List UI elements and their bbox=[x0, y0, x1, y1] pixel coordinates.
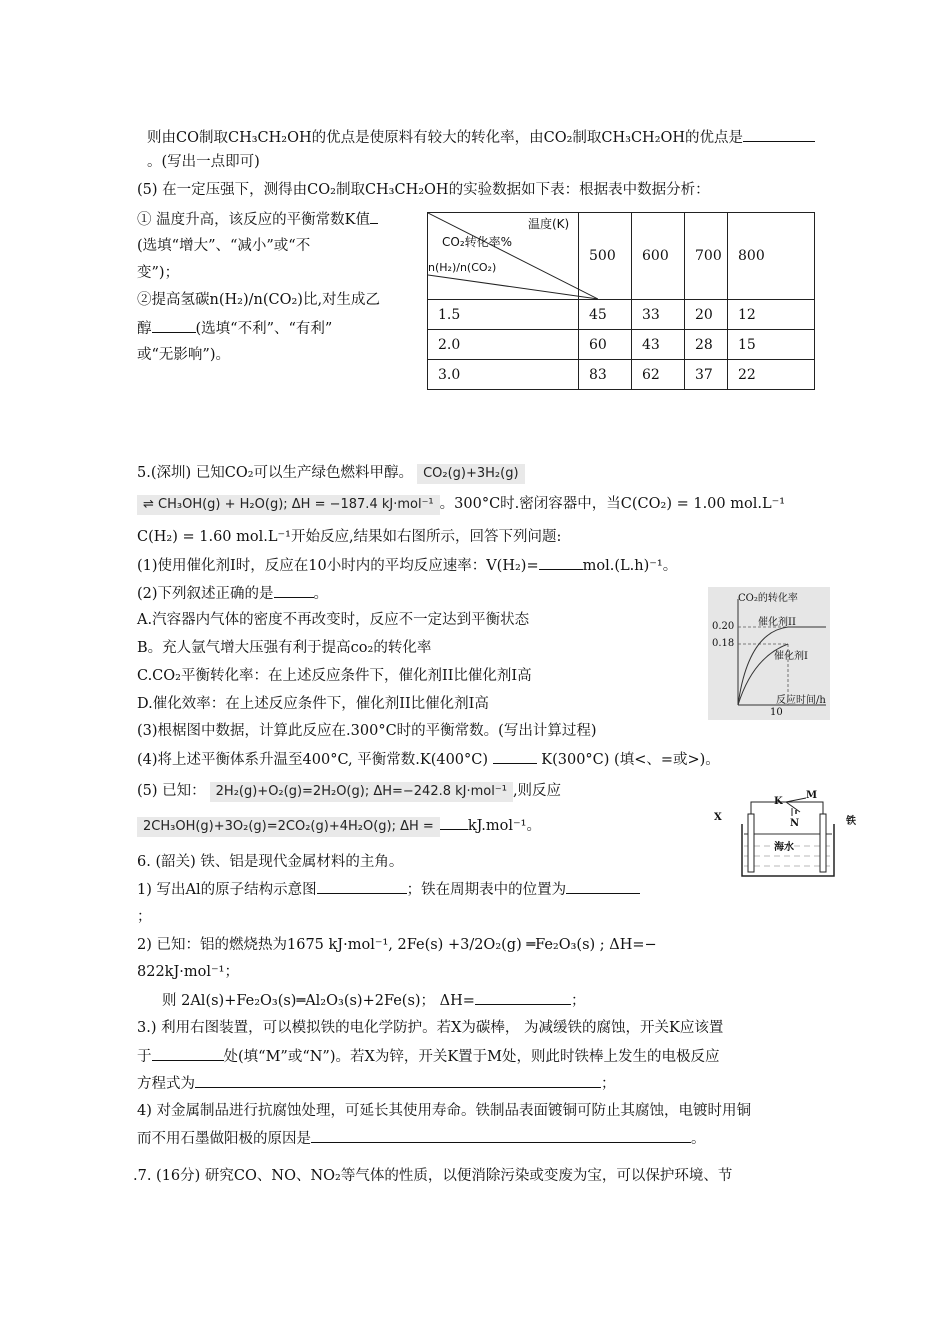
value-cell: 45 bbox=[579, 300, 632, 330]
q5-line-g: (4)将上述平衡体系升温至400°C, 平衡常数.K(400°C) K(300°C) (填<、=或>)。 bbox=[137, 749, 720, 770]
graph-cat1: 催化剂I bbox=[774, 651, 808, 662]
graph-y2: 0.18 bbox=[712, 638, 735, 649]
q5-option-a: A.汽容器内气体的密度不再改变时，反应不一定达到平衡状态 bbox=[137, 612, 530, 628]
line-4c: 变”)； bbox=[137, 265, 180, 281]
graph-xlabel: 反应时间/h bbox=[776, 695, 826, 706]
graph-x1: 10 bbox=[770, 707, 783, 718]
q6-line-c: 则 2Al(s)+Fe₂O₃(s)═Al₂O₃(s)+2Fe(s)； ΔH= ； bbox=[162, 990, 585, 1011]
label-x: X bbox=[714, 812, 722, 823]
q5-option-d: D.催化效率：在上述反应条件下，催化剂II比催化剂I高 bbox=[137, 696, 489, 712]
temp-cell: 700 bbox=[685, 213, 728, 300]
line-4g: 或“无影响”)。 bbox=[137, 347, 230, 363]
value-cell: 43 bbox=[632, 330, 685, 360]
equation-image: 2CH₃OH(g)+3O₂(g)=2CO₂(g)+4H₂O(g); ΔH = bbox=[137, 817, 440, 837]
ratio-cell: 2.0 bbox=[428, 330, 579, 360]
q5-line-e: (2)下列叙述正确的是 。 bbox=[137, 583, 328, 604]
label-k: K bbox=[774, 796, 783, 807]
q6-line-a3: ； bbox=[137, 909, 152, 925]
line-3: (5) 在一定压强下，测得由CO₂制取CH₃CH₂OH的实验数据如下表：根据表中数据分析： bbox=[137, 182, 710, 198]
table-row bbox=[428, 360, 815, 390]
cell-diagram bbox=[714, 790, 860, 880]
ratio-cell: 1.5 bbox=[428, 300, 579, 330]
q5-option-b: B。充人氩气增大压强有利于提高co₂的转化率 bbox=[137, 640, 432, 656]
temp-cell: 600 bbox=[632, 213, 685, 300]
conversion-table bbox=[427, 212, 815, 390]
conversion-graph bbox=[708, 587, 830, 720]
q6-line-f: 方程式为 ； bbox=[137, 1073, 616, 1094]
equation-image: CO₂(g)+3H₂(g) bbox=[417, 464, 524, 484]
value-cell: 33 bbox=[632, 300, 685, 330]
q6-line-a: 1) 写出Al的原子结构示意图 ；铁在周期表中的位置为 bbox=[137, 879, 640, 900]
equation-image: ⇌ CH₃OH(g) + H₂O(g); ΔH = −187.4 kJ·mol⁻¹ bbox=[137, 495, 440, 515]
q6-line-h: 而不用石墨做阳极的原因是 。 bbox=[137, 1128, 706, 1149]
line-1: 则由CO制取CH₃CH₂OH的优点是使原料有较大的转化率，由CO₂制取CH₃CH₂OH的优点是 bbox=[147, 127, 815, 148]
line-4a: ① 温度升高，该反应的平衡常数K值 bbox=[137, 209, 378, 230]
q5-line-h: (5) 已知： 2H₂(g)+O₂(g)=2H₂O(g); ΔH=−242.8 kJ·mol⁻¹ ,则反应 bbox=[137, 781, 561, 802]
value-cell: 37 bbox=[685, 360, 728, 390]
q5-line-b: ⇌ CH₃OH(g) + H₂O(g); ΔH = −187.4 kJ·mol⁻¹ 。300°C时.密闭容器中，当C(CO₂) = 1.00 mol.L⁻¹ bbox=[137, 494, 785, 515]
q6-line-g: 4) 对金属制品进行抗腐蚀处理，可延长其使用寿命。铁制品表面镀铜可防止其腐蚀，电镀时用铜 bbox=[137, 1103, 751, 1119]
label-m: M bbox=[806, 790, 818, 801]
value-cell: 20 bbox=[685, 300, 728, 330]
value-cell: 60 bbox=[579, 330, 632, 360]
graph-cat2: 催化剂II bbox=[758, 617, 796, 628]
table-corner-header bbox=[428, 213, 579, 300]
line-2: 。(写出一点即可) bbox=[147, 154, 260, 170]
line-4e: 醇 (选填“不利”、“有利” bbox=[137, 318, 332, 339]
equation-image: 2H₂(g)+O₂(g)=2H₂O(g); ΔH=−242.8 kJ·mol⁻¹ bbox=[210, 782, 513, 802]
cell-drawing bbox=[714, 790, 860, 880]
q5-line-f: (3)根椐图中数据，计算此反应在.300°C时的平衡常数。(写出计算过程) bbox=[137, 723, 597, 739]
value-cell: 62 bbox=[632, 360, 685, 390]
header-conversion: CO₂转化率% bbox=[442, 235, 513, 249]
q6-title: 6. (韶关) 铁、铝是现代金属材料的主角。 bbox=[137, 854, 404, 870]
table-row bbox=[428, 300, 815, 330]
label-n: N bbox=[790, 818, 800, 829]
value-cell: 12 bbox=[728, 300, 815, 330]
q5-line-d: (1)使用催化剂I时，反应在10小时内的平均反应速率：V(H₂)= mol.(L.h)⁻¹。 bbox=[137, 555, 677, 576]
q5-line-a: 5.(深圳) 已知CO₂可以生产绿色燃料甲醇。 CO₂(g)+3H₂(g) bbox=[137, 463, 525, 484]
q5-option-c: C.CO₂平衡转化率：在上述反应条件下，催化剂II比催化剂I高 bbox=[137, 668, 532, 684]
temp-cell: 800 bbox=[728, 213, 815, 300]
header-ratio: n(H₂)/n(CO₂) bbox=[428, 261, 497, 274]
graph-y1: 0.20 bbox=[712, 621, 735, 632]
diagonal-lines bbox=[428, 213, 598, 299]
graph-ylabel: CO₂的转化率 bbox=[738, 593, 798, 604]
line-4b: (选填“增大”、“减小”或“不 bbox=[137, 238, 311, 254]
label-fe: 铁 bbox=[846, 816, 856, 827]
q6-line-b: 2) 已知：铝的燃烧热为1675 kJ·mol⁻¹, 2Fe(s) +3/2O₂(g) ═Fe₂O₃(s) ; ΔH=− bbox=[137, 937, 657, 953]
value-cell: 22 bbox=[728, 360, 815, 390]
value-cell: 83 bbox=[579, 360, 632, 390]
header-temp: 温度(K) bbox=[528, 217, 570, 231]
q7-title: .7. (16分) 研究CO、NO、NO₂等气体的性质，以便消除污染或变废为宝，可以保护环境、节 bbox=[133, 1168, 733, 1184]
q5-line-c: C(H₂) = 1.60 mol.L⁻¹开始反应,结果如右图所示，回答下列问题: bbox=[137, 529, 562, 545]
ratio-cell: 3.0 bbox=[428, 360, 579, 390]
value-cell: 28 bbox=[685, 330, 728, 360]
table-row bbox=[428, 330, 815, 360]
q6-line-d: 3.) 利用右图装置，可以模拟铁的电化学防护。若X为碳棒， 为减缓铁的腐蚀，开关K应该置 bbox=[137, 1020, 724, 1036]
value-cell: 15 bbox=[728, 330, 815, 360]
line-4d: ②提高氢碳n(H₂)/n(CO₂)比,对生成乙 bbox=[137, 292, 381, 308]
q6-line-e: 于 处(填“M”或“N”)。若X为锌，开关K置于M处，则此时铁棒上发生的电极反应 bbox=[137, 1046, 720, 1067]
label-seawater: 海水 bbox=[774, 838, 794, 853]
q5-line-i: 2CH₃OH(g)+3O₂(g)=2CO₂(g)+4H₂O(g); ΔH = kJ.mol⁻¹。 bbox=[137, 815, 541, 837]
q6-line-b2: 822kJ·mol⁻¹； bbox=[137, 964, 239, 980]
temp-cell: 500 bbox=[579, 213, 632, 300]
